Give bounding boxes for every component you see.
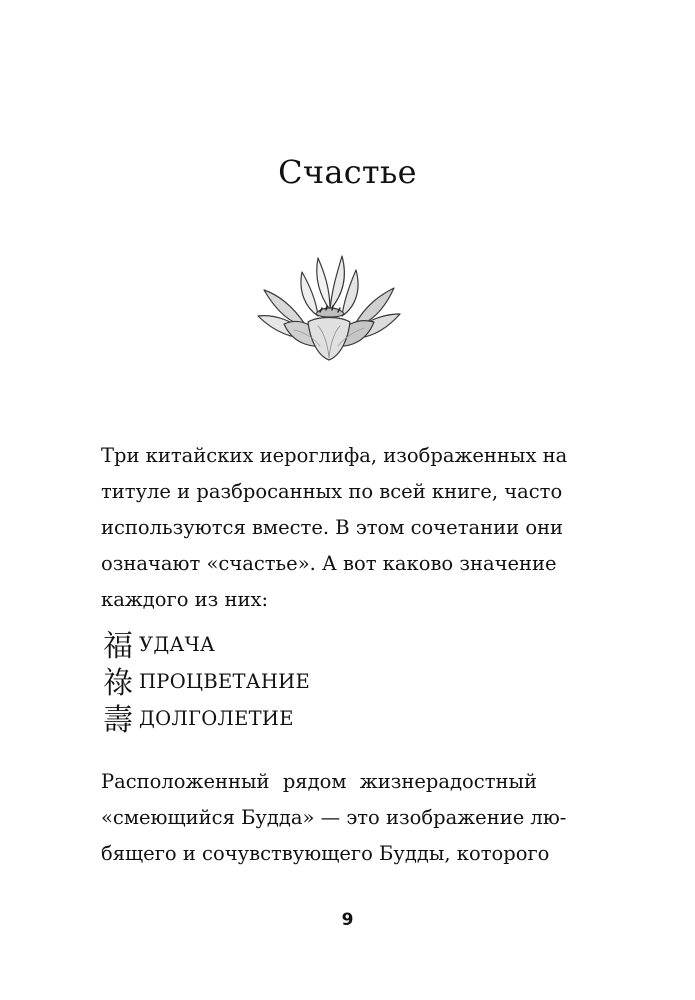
svg-text:壽: 壽: [103, 702, 133, 736]
text-line: каждого из них:: [101, 588, 269, 611]
lotus-flower-icon: [254, 252, 404, 364]
meaning-label: УДАЧА: [139, 632, 216, 656]
text-line: используются вместе. В этом сочетании они: [101, 516, 564, 539]
text-line: Три китайских иероглифа, изображенных на: [101, 444, 568, 467]
text-line: Расположенный рядом жизнерадостный: [101, 770, 537, 793]
svg-text:祿: 祿: [103, 665, 133, 699]
meaning-label: ДОЛГОЛЕТИЕ: [139, 706, 294, 730]
svg-text:福: 福: [103, 628, 133, 662]
meaning-item-prosperity: [101, 663, 501, 700]
shou-hieroglyph-icon: [101, 702, 135, 736]
page-number: 9: [341, 910, 354, 930]
text-line: «смеющийся Будда» — это изображение лю-: [101, 806, 567, 829]
hieroglyph-meanings-list: [101, 626, 501, 737]
meaning-item-luck: [101, 626, 501, 663]
meaning-label: ПРОЦВЕТАНИЕ: [139, 669, 311, 693]
text-line: означают «счастье». А вот каково значение: [101, 552, 557, 575]
intro-paragraph: [101, 438, 568, 618]
page-title: Счастье: [278, 153, 417, 191]
text-line: титуле и разбросанных по всей книге, часто: [101, 480, 563, 503]
meaning-item-longevity: [101, 700, 501, 737]
text-line: бящего и сочувствующего Будды, которого: [101, 842, 550, 865]
lu-hieroglyph-icon: [101, 665, 135, 699]
buddha-paragraph: [101, 764, 567, 872]
fu-hieroglyph-icon: [101, 628, 135, 662]
